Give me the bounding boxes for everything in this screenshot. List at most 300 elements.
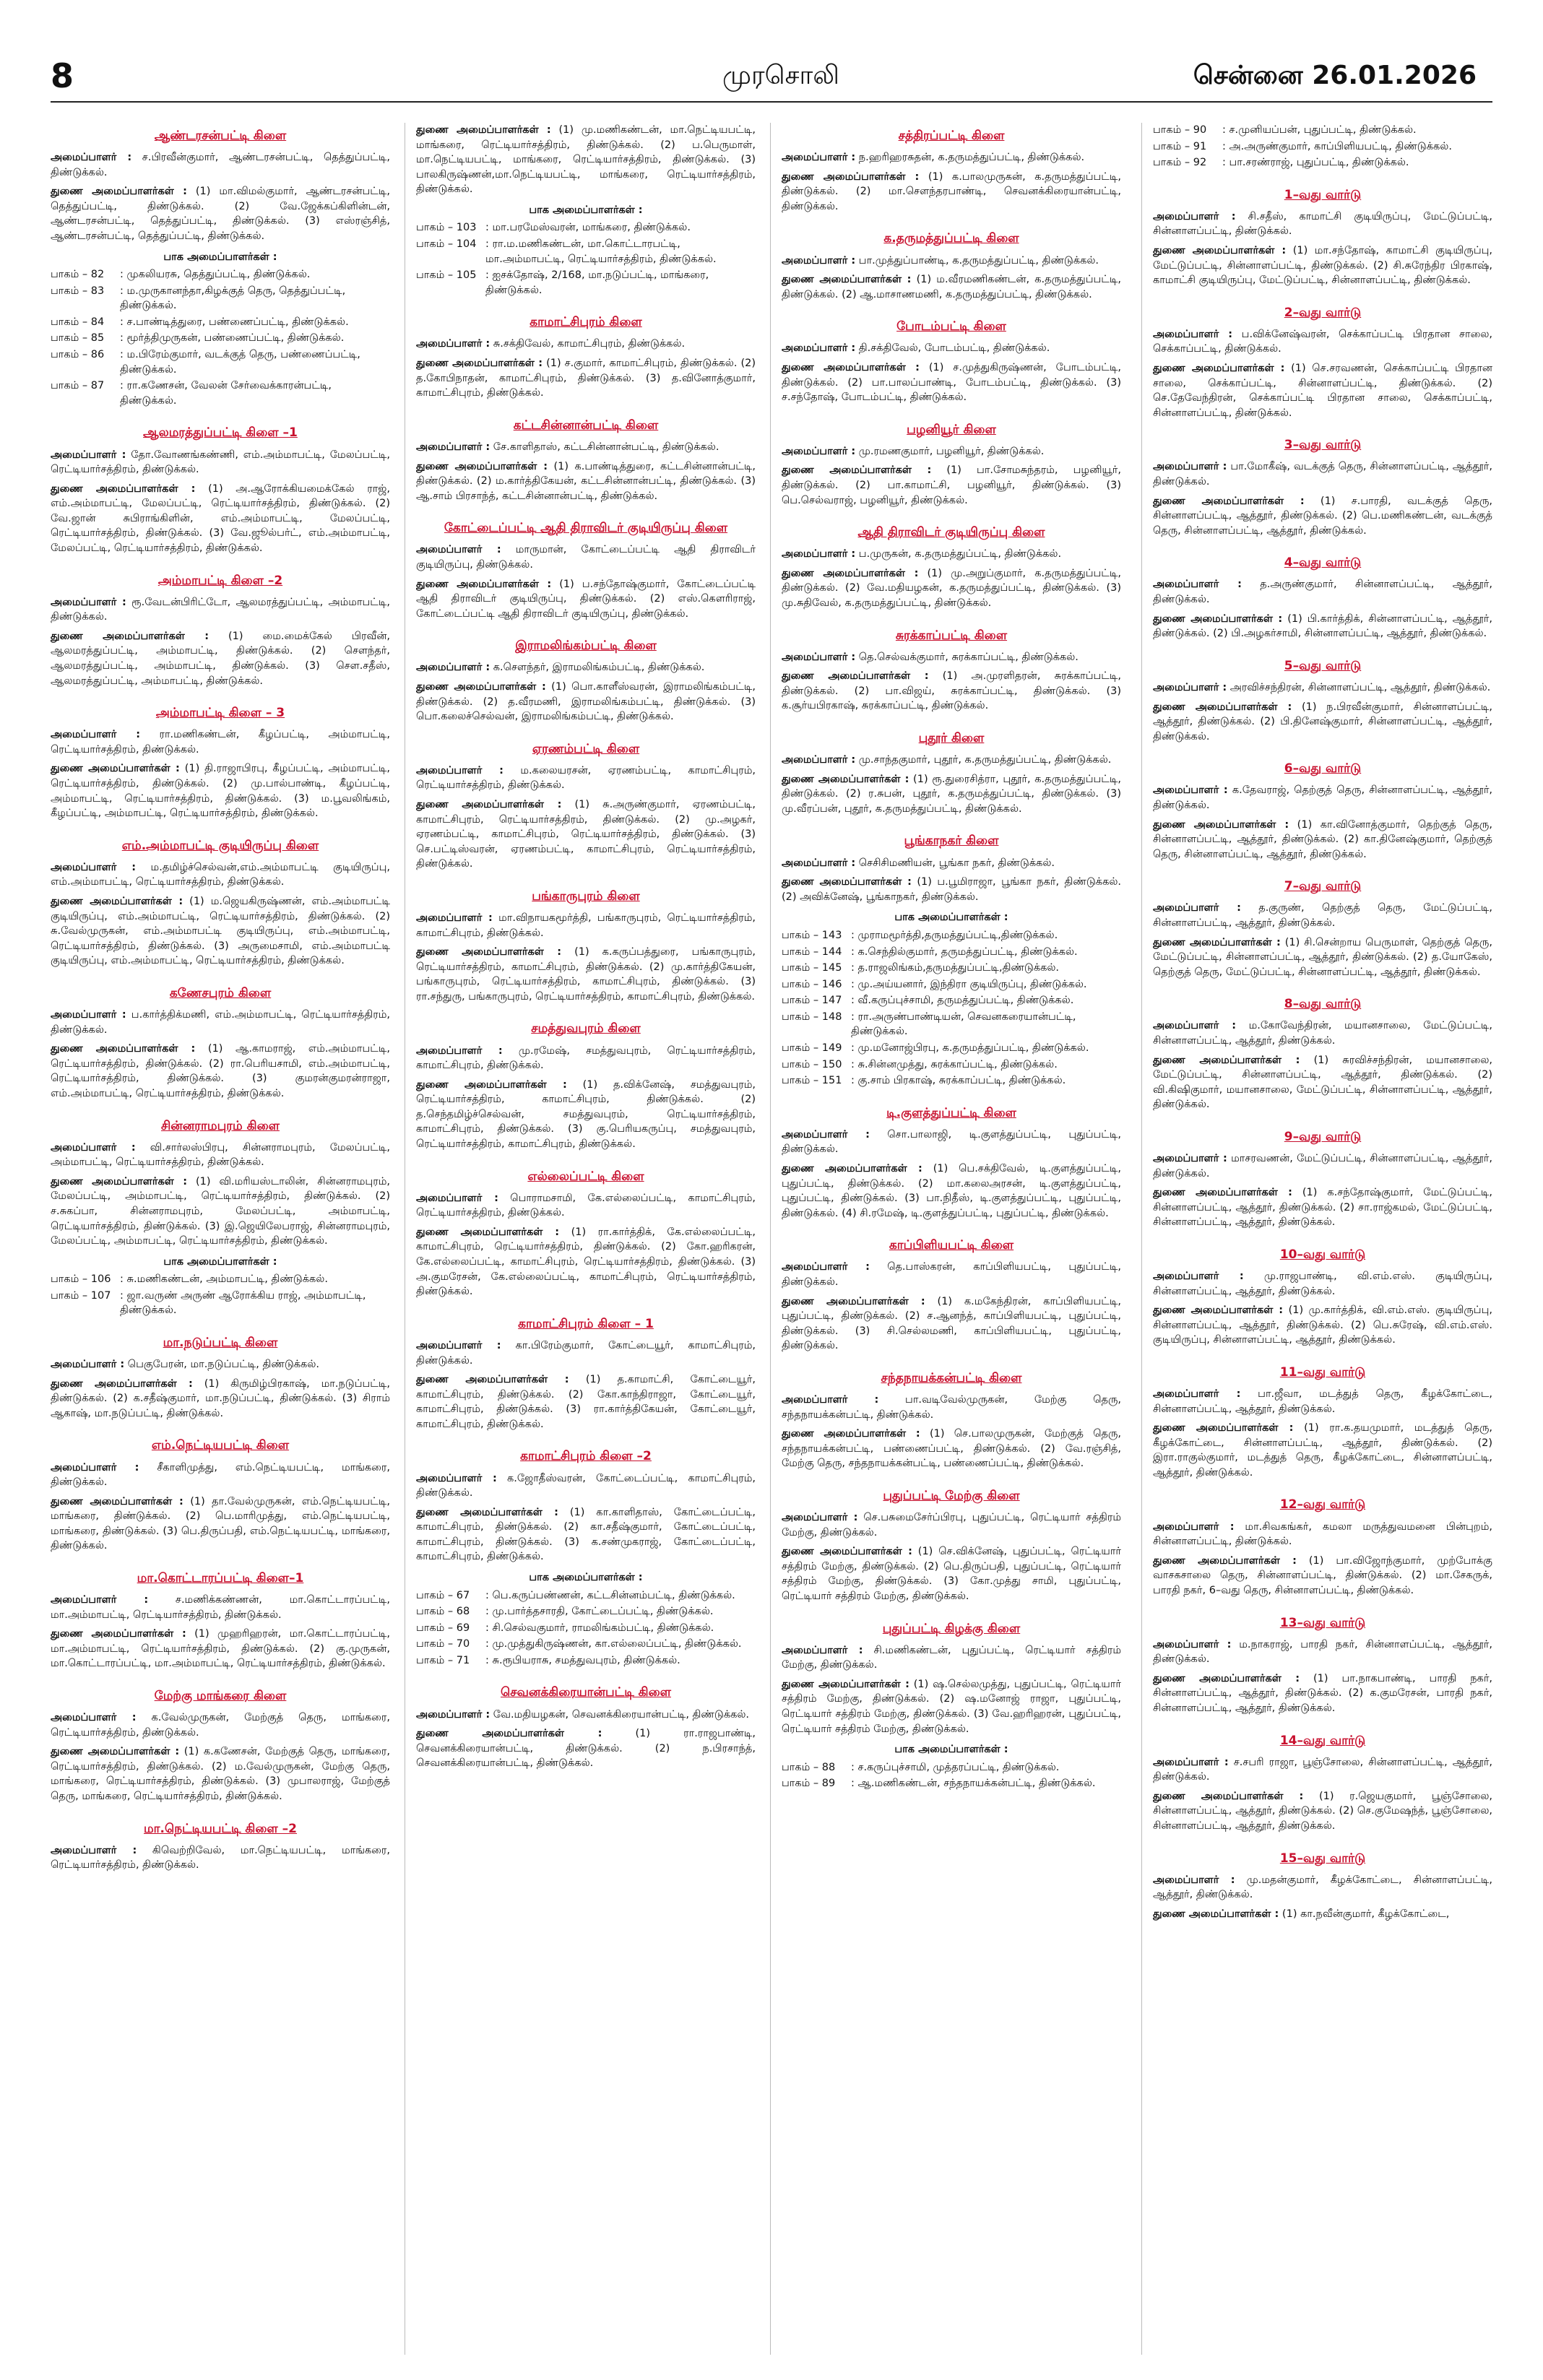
booth-member: : மு.அய்யனார், இந்திரா குடியிருப்பு, திண்டுக்கல். bbox=[851, 978, 1087, 990]
booth-member: : ரா.கணேசன், வேலன் சேர்வைக்காரன்பட்டி, திண்டுக்கல். bbox=[120, 380, 332, 407]
booth-member: : பெ.கருப்பண்ணன், கட்டசின்னம்பட்டி, திண்டுக்கல். bbox=[485, 1589, 735, 1601]
role-label: துணை அமைப்பாளர்கள் : bbox=[51, 1746, 180, 1758]
booth-number: பாகம் – 83 bbox=[51, 285, 105, 297]
booth-row bbox=[51, 315, 390, 330]
member-entry bbox=[51, 1174, 390, 1249]
role-label: துணை அமைப்பாளர்கள் : bbox=[416, 578, 552, 590]
booth-row bbox=[782, 1041, 1121, 1056]
member-details: ப.கார்த்திக்மணி, எம்.அம்மாபட்டி, ரெட்டியார்சத்திரம், திண்டுக்கல். bbox=[51, 1009, 390, 1036]
section-title: 14–வது வார்டு bbox=[1279, 1733, 1366, 1748]
role-label: அமைப்பாளர் : bbox=[1153, 328, 1233, 340]
role-label: அமைப்பாளர் : bbox=[416, 1339, 501, 1351]
role-label: அமைப்பாளர் : bbox=[782, 342, 856, 355]
role-label: துணை அமைப்பாளர்கள் : bbox=[1153, 818, 1289, 831]
member-entry bbox=[416, 1044, 756, 1073]
member-details: (1) க.கணேசன், மேற்குத் தெரு, மாங்கரை, ரெட்டியார்சத்திரம், திண்டுக்கல். (2) ம.வேல்முருகன், மேற்கு தெரு, மாங்கரை, ரெட்டியார்சத்திரம், திண்டுக்கல். (3) முபாலராஜ், மேற்குத் தெரு, மாங்கரை, ரெட்டியார்சத்திரம், திண்டுக்கல். bbox=[51, 1746, 390, 1803]
member-details: (1) ஆ.காமராஜ், எம்.அம்மாபட்டி, ரெட்டியார்சத்திரம், திண்டுக்கல். (2) ரா.பெரியசாமி, எம்.அம்மாபட்டி, ரெட்டியார்சத்திரம், திண்டுக்கல். (3) குமரன்குமரன்ராஜா, எம்.அம்மாபட்டி, ரெட்டியார்சத்திரம், திண்டுக்கல். bbox=[51, 1043, 390, 1099]
member-details: (1) ப.பூமிராஜா, பூங்கா நகர், திண்டுக்கல். (2) அவிக்னேஷ், பூங்காநகர், திண்டுக்கல். bbox=[782, 876, 1121, 903]
member-entry bbox=[416, 356, 756, 401]
section-title: மா.நடுப்பட்டி கிளை bbox=[163, 1335, 278, 1350]
member-details: (1) பா.சோமசுந்தரம், பழனியூர், திண்டுக்கல். (2) பா.காமாட்சி, பழனியூர், திண்டுக்கல். (3) பெ.செல்வராஜ், பழனியூர், திண்டுக்கல். bbox=[782, 464, 1121, 506]
member-details: மு.ரமேஷ், சமத்துவபுரம், ரெட்டியார்சத்திரம், காமாட்சிபுரம், திண்டுக்கல். bbox=[416, 1044, 756, 1072]
booth-member: : க.செந்தில்குமார், தருமத்துப்பட்டி, திண்டுக்கல். bbox=[851, 945, 1078, 958]
role-label: அமைப்பாளர் : bbox=[1153, 1520, 1235, 1533]
role-label: அமைப்பாளர் : bbox=[1153, 1388, 1241, 1401]
member-entry bbox=[782, 170, 1121, 215]
member-details: (1) மா.விமல்குமார், ஆண்டரசன்பட்டி, தெத்துப்பட்டி, திண்டுக்கல். (2) வே.ஜேக்கப்கிளின்டன், ஆண்டரசன்பட்டி, தெத்துப்பட்டி, திண்டுக்கல். (3) எஸ்ரஞ்சித், ஆண்டரசன்பட்டி, தெத்துப்பட்டி, திண்டுக்கல். bbox=[51, 186, 390, 243]
member-entry bbox=[51, 1357, 390, 1372]
member-details: ப.விக்னேஷ்வரன், செக்காப்பட்டி பிரதான சாலை, செக்காப்பட்டி, திண்டுக்கல். bbox=[1153, 328, 1492, 355]
section-title: 4–வது வார்டு bbox=[1284, 555, 1362, 571]
section-title: போடம்பட்டி கிளை bbox=[896, 319, 1006, 334]
member-entry bbox=[782, 1260, 1121, 1289]
member-details: (1) ரா.ராஜபாண்டி, செவனக்கிரையான்பட்டி, திண்டுக்கல். (2) ந.பிரசாந்த், செவனக்கிரையான்பட்டி, திண்டுக்கல். bbox=[416, 1728, 756, 1770]
booth-row bbox=[51, 1272, 390, 1287]
member-entry bbox=[1153, 327, 1492, 357]
member-entry bbox=[51, 184, 390, 243]
member-entry bbox=[782, 1393, 1121, 1422]
role-label: துணை அமைப்பாளர்கள் : bbox=[782, 170, 920, 183]
booth-number: பாகம் – 92 bbox=[1153, 157, 1207, 169]
member-entry bbox=[416, 1338, 756, 1368]
member-details: மு.ராஜபாண்டி, வி.எம்.எஸ். குடியிருப்பு, சின்னாளப்பட்டி, ஆத்தூர், திண்டுக்கல். bbox=[1153, 1271, 1492, 1297]
booth-number: பாகம் – 67 bbox=[416, 1589, 470, 1601]
member-details: (1) த.விக்னேஷ், சமத்துவபுரம், ரெட்டியார்சத்திரம், காமாட்சிபுரம், திண்டுக்கல். (2) த.செந்தமிழ்ச்செல்வன், சமத்துவபுரம், ரெட்டியார்சத்திரம், காமாட்சிபுரம், திண்டுக்கல். (3) கு.பெரியகருப்பு, சமத்துவபுரம், ரெட்டியார்சத்திரம், காமாட்சிபுரம், திண்டுக்கல். bbox=[416, 1078, 756, 1151]
member-entry bbox=[782, 360, 1121, 405]
member-details: க.வேல்முருகன், மேற்குத் தெரு, மாங்கரை, ரெட்டியார்சத்திரம், திண்டுக்கல். bbox=[51, 1712, 390, 1739]
member-details: வி.சார்லஸ்பிரபு, சின்னராமபுரம், மேலப்பட்டி, அம்மாபட்டி, ரெட்டியார்சத்திரம், திண்டுக்கல். bbox=[51, 1141, 390, 1169]
section-title: பங்காருபுரம் கிளை bbox=[532, 888, 640, 904]
role-label: அமைப்பாளர் : bbox=[782, 445, 856, 457]
section-title: சந்தநாயக்கன்பட்டி கிளை bbox=[881, 1370, 1022, 1385]
role-label: துணை அமைப்பாளர்கள் : bbox=[1153, 613, 1283, 625]
member-entry bbox=[51, 1494, 390, 1554]
booth-row bbox=[51, 347, 390, 377]
role-label: அமைப்பாளர் : bbox=[1153, 902, 1241, 914]
booth-row bbox=[1153, 155, 1492, 170]
role-label: துணை அமைப்பாளர்கள் : bbox=[416, 460, 548, 472]
member-entry bbox=[1153, 612, 1492, 641]
member-entry bbox=[416, 660, 756, 675]
booth-row bbox=[782, 928, 1121, 943]
member-details: (1) கா.வினோத்குமார், தெற்குத் தெரு, சின்னாளப்பட்டி, ஆத்தூர், திண்டுக்கல். (2) கா.தினேஷ்குமார், தெற்குத் தெரு, சின்னாளப்பட்டி, ஆத்தூர், திண்டுக்கல். bbox=[1153, 818, 1492, 860]
member-details: (1) ரூ.துரைசித்ரா, புதூர், க.தருமத்துப்பட்டி, திண்டுக்கல். (2) ர.சுபன், புதூர், க.தருமத்துப்பட்டி, திண்டுக்கல். (3) மு.வீரப்பன், புதூர், க.தருமத்துப்பட்டி, திண்டுக்கல். bbox=[782, 773, 1121, 815]
member-details: ம.கோவேந்திரன், மயானசாலை, மேட்டுப்பட்டி, சின்னாளப்பட்டி, ஆத்தூர், திண்டுக்கல். bbox=[1153, 1020, 1492, 1047]
booth-member: : பா.சரண்ராஜ், புதுப்பட்டி, திண்டுக்கல். bbox=[1222, 157, 1409, 169]
booth-member: : சு.ரூபியராசு, சமத்துவபுரம், திண்டுக்கல். bbox=[485, 1654, 680, 1666]
member-details: (1) மு.அறுப்குமார், க.தருமத்துப்பட்டி, திண்டுக்கல். (2) வே.மதியழகன், க.தருமத்துப்பட்டி, திண்டுக்கல். (3) மு.சுதிவேல், க.தருமத்துப்பட்டி, திண்டுக்கல். bbox=[782, 567, 1121, 610]
member-entry bbox=[782, 1544, 1121, 1604]
section-title: எம்.அம்மாபட்டி குடியிருப்பு கிளை bbox=[121, 838, 319, 853]
member-entry bbox=[416, 542, 756, 572]
member-entry bbox=[51, 629, 390, 688]
member-entry bbox=[416, 1726, 756, 1771]
booth-member: : கு.சாம் பிரகாஷ், சுரக்காப்பட்டி, திண்டுக்கல். bbox=[851, 1075, 1066, 1087]
member-details: (1) கா.காளிதாஸ், கோட்டைப்பட்டி, காமாட்சிபுரம், திண்டுக்கல். (2) கா.சதீஷ்குமார், கோட்டைப்பட்டி, காமாட்சிபுரம், திண்டுக்கல். (3) க.சண்முகராஜ், கோட்டைப்பட்டி, காமாட்சிபுரம், திண்டுக்கல். bbox=[416, 1506, 756, 1563]
role-label: அமைப்பாளர் : bbox=[51, 1712, 137, 1724]
booth-number: பாகம் – 68 bbox=[416, 1606, 470, 1618]
booth-number: பாகம் – 82 bbox=[51, 269, 105, 281]
member-details: த.குருண், தெற்குத் தெரு, மேட்டுப்பட்டி, சின்னாளப்பட்டி, ஆத்தூர், திண்டுக்கல். bbox=[1153, 902, 1492, 929]
role-label: துணை அமைப்பாளர்கள் : bbox=[416, 1226, 560, 1238]
member-details: ந.ஹரிஹரசுதன், க.தருமத்துப்பட்டி, திண்டுக்கல். bbox=[855, 152, 1085, 164]
member-entry bbox=[782, 772, 1121, 817]
member-details: ரா.மணிகண்டன், கீழப்பட்டி, அம்மாபட்டி, ரெட்டியார்சத்திரம், திண்டுக்கல். bbox=[51, 729, 390, 756]
booth-row bbox=[416, 268, 756, 298]
section-title: எல்லைப்பட்டி கிளை bbox=[527, 1169, 644, 1184]
member-entry bbox=[1153, 1151, 1492, 1181]
role-label: துணை அமைப்பாளர்கள் : bbox=[416, 1078, 567, 1091]
section-title: 11–வது வார்டு bbox=[1279, 1364, 1366, 1380]
member-entry bbox=[416, 337, 756, 352]
member-entry bbox=[1153, 1018, 1492, 1048]
role-label: அமைப்பாளர் : bbox=[782, 857, 856, 869]
booth-member: : ஆ.மணிகண்டன், சந்தநாயக்கன்பட்டி, திண்டுக்கல். bbox=[851, 1778, 1096, 1790]
member-details: ப.முருகன், க.தருமத்துப்பட்டி, திண்டுக்கல். bbox=[855, 548, 1062, 561]
booth-subheading: பாக அமைப்பாளர்கள் : bbox=[894, 912, 1008, 924]
section-title: மேற்கு மாங்கரை கிளை bbox=[154, 1689, 287, 1704]
role-label: அமைப்பாளர் : bbox=[1153, 579, 1242, 591]
member-entry bbox=[782, 1427, 1121, 1471]
booth-member: : சு.மணிகண்டன், அம்மாபட்டி, திண்டுக்கல். bbox=[120, 1273, 328, 1286]
member-entry bbox=[51, 1710, 390, 1740]
section-title: 13–வது வார்டு bbox=[1279, 1615, 1366, 1630]
booth-number: பாகம் – 88 bbox=[782, 1761, 836, 1773]
role-label: துணை அமைப்பாளர்கள் : bbox=[782, 1546, 912, 1558]
member-details: தெ.செல்வக்குமார், சுரக்காப்பட்டி, திண்டுக்கல். bbox=[855, 651, 1079, 663]
booth-number: பாகம் – 149 bbox=[782, 1042, 842, 1054]
member-entry bbox=[1153, 1554, 1492, 1598]
section-title: ஆண்டரசன்பட்டி கிளை bbox=[154, 129, 287, 143]
section-title: எம்.நெட்டியபட்டி கிளை bbox=[151, 1438, 290, 1453]
booth-number: பாகம் – 91 bbox=[1153, 140, 1207, 152]
member-entry bbox=[1153, 1637, 1492, 1667]
section-title: 12–வது வார்டு bbox=[1279, 1497, 1366, 1513]
section-title: காமாட்சிபுரம் கிளை – 1 bbox=[518, 1316, 654, 1331]
booth-number: பாகம் – 146 bbox=[782, 978, 842, 990]
role-label: அமைப்பாளர் : bbox=[51, 596, 126, 608]
member-details: செ.பசுமைசேர்ப்பிரபு, புதுப்பட்டி, ரெட்டியார் சத்திரம் மேற்கு, திண்டுக்கல். bbox=[782, 1512, 1121, 1539]
role-label: துணை அமைப்பாளர்கள் : bbox=[782, 1678, 909, 1690]
role-label: அமைப்பாளர் : bbox=[782, 1512, 858, 1524]
member-entry bbox=[1153, 700, 1492, 745]
booth-number: பாகம் – 70 bbox=[416, 1638, 470, 1650]
newspaper-title: முரசொலி bbox=[722, 61, 839, 90]
role-label: துணை அமைப்பாளர்கள் : bbox=[1153, 1672, 1300, 1684]
member-entry bbox=[782, 444, 1121, 459]
role-label: துணை அமைப்பாளர்கள் : bbox=[51, 1377, 193, 1390]
member-entry bbox=[782, 1128, 1121, 1157]
member-entry bbox=[782, 1161, 1121, 1221]
role-label: துணை அமைப்பாளர்கள் : bbox=[782, 362, 920, 373]
role-label: அமைப்பாளர் : bbox=[1153, 1152, 1227, 1164]
role-label: துணை அமைப்பாளர்கள் : bbox=[51, 1175, 188, 1187]
member-entry bbox=[51, 448, 390, 477]
member-entry bbox=[51, 1008, 390, 1037]
booth-member: : சி.செல்வகுமார், ராமலிங்கம்பட்டி, திண்டுக்கல். bbox=[485, 1622, 714, 1634]
role-label: துணை அமைப்பாளர்கள் : bbox=[416, 680, 546, 693]
member-entry bbox=[1153, 1269, 1492, 1299]
booth-number: பாகம் – 145 bbox=[782, 962, 842, 974]
role-label: அமைப்பாளர் : bbox=[782, 1128, 870, 1141]
member-entry bbox=[782, 650, 1121, 665]
member-entry bbox=[1153, 901, 1492, 930]
member-entry bbox=[51, 595, 390, 625]
member-details: கா.பிரேம்குமார், கோட்டையூர், காமாட்சிபுரம், திண்டுக்கல். bbox=[416, 1339, 756, 1367]
member-entry bbox=[416, 1372, 756, 1432]
section-title: டி.குளத்துப்பட்டி கிளை bbox=[886, 1105, 1016, 1120]
member-entry bbox=[782, 1294, 1121, 1354]
member-details: தெ.பாஸ்கரன், காப்பிளியபட்டி, புதுப்பட்டி, திண்டுக்கல். bbox=[782, 1261, 1121, 1288]
member-entry bbox=[1153, 361, 1492, 420]
booth-number: பாகம் – 107 bbox=[51, 1289, 111, 1302]
member-entry bbox=[782, 856, 1121, 871]
booth-number: பாகம் – 147 bbox=[782, 995, 842, 1007]
role-label: அமைப்பாளர் : bbox=[782, 1394, 879, 1406]
member-entry bbox=[782, 272, 1121, 302]
section-title: க.தருமத்துப்பட்டி கிளை bbox=[883, 231, 1019, 246]
role-label: துணை அமைப்பாளர்கள் : bbox=[51, 630, 209, 642]
member-details: (1) மு.கார்த்திக், வி.எம்.எஸ். குடியிருப்பு, சின்னாளப்பட்டி, ஆத்தூர், திண்டுக்கல். (2) பெ.சுரேஷ், வி.எம்.எஸ். குடியிருப்பு, சின்னாளப்பட்டி, ஆத்தூர், திண்டுக்கல். bbox=[1153, 1304, 1492, 1346]
section-title: 8–வது வார்டு bbox=[1284, 997, 1362, 1012]
member-details: சொ.பாலாஜி, டி.குளத்துப்பட்டி, புதுப்பட்டி, திண்டுக்கல். bbox=[782, 1128, 1121, 1156]
role-label: துணை அமைப்பாளர்கள் : bbox=[782, 773, 909, 785]
role-label: அமைப்பாளர் : bbox=[51, 1461, 139, 1474]
member-details: (1) க.கருப்பத்துரை, பங்காருபுரம், ரெட்டியார்சத்திரம், காமாட்சிபுரம், திண்டுக்கல். (2) மு.கார்த்திகேயன், பங்காருபுரம், ரெட்டியார்சத்திரம், காமாட்சிபுரம், திண்டுக்கல். (3) ரா.சந்துரு, பங்காருபுரம், ரெட்டியார்சத்திரம், காமாட்சிபுரம், திண்டுக்கல். bbox=[416, 946, 756, 1003]
role-label: துணை அமைப்பாளர்கள் : bbox=[416, 1728, 602, 1740]
member-entry bbox=[1153, 1185, 1492, 1230]
booth-row bbox=[782, 1010, 1121, 1039]
member-details: வே.மதியழகன், செவனக்கிரையான்பட்டி, திண்டுக்கல். bbox=[490, 1708, 750, 1721]
booth-member: : மா.பரமேஸ்வரன், மாங்கரை, திண்டுக்கல். bbox=[485, 222, 691, 234]
booth-number: பாகம் – 143 bbox=[782, 929, 842, 941]
role-label: துணை அமைப்பாளர்கள் : bbox=[1153, 1187, 1292, 1199]
member-details: (1) க.பாண்டித்துரை, கட்டசின்னான்பட்டி, திண்டுக்கல். (2) ம.கார்த்திகேயன், கட்டசின்னான்பட்டி, திண்டுக்கல். (3) ஆ.சாம் பிரசாந்த், கட்டசின்னான்பட்டி, திண்டுக்கல். bbox=[416, 460, 756, 502]
section-title: கட்டசின்னான்பட்டி கிளை bbox=[513, 417, 659, 433]
member-details: (1) பொ.காளீஸ்வரன், இராமலிங்கம்பட்டி, திண்டுக்கல். (2) த.வீரமணி, இராமலிங்கம்பட்டி, திண்டுக்கல். (3) பொ.கலைச்செல்வன், இராமலிங்கம்பட்டி, திண்டுக்கல். bbox=[416, 680, 756, 723]
section-title: அம்மாபட்டி கிளை –2 bbox=[157, 573, 283, 588]
member-details: மா.விநாயகமூர்த்தி, பங்காருபுரம், ரெட்டியார்சத்திரம், காமாட்சிபுரம், திண்டுக்கல். bbox=[416, 912, 756, 939]
member-details: (1) க.சந்தோஷ்குமார், மேட்டுப்பட்டி, சின்னாளப்பட்டி, ஆத்தூர், திண்டுக்கல். (2) சா.ராஜ்கமல், மேட்டுப்பட்டி, சின்னாளப்பட்டி, ஆத்தூர், திண்டுக்கல். bbox=[1153, 1187, 1492, 1229]
member-details: (1) அ.ஆரோக்கியமைக்கேல் ராஜ், எம்.அம்மாபட்டி, மேலப்பட்டி, ரெட்டியார்சத்திரம், திண்டுக்கல். (2) வே.ஜான் சுபிராங்கிளின், எம்.அம்மாபட்டி, மேலப்பட்டி, ரெட்டியார்சத்திரம், திண்டுக்கல். (3) வே.ஜூல்பர்ட், எம்.அம்மாபட்டி, மேலப்பட்டி, ரெட்டியார்சத்திரம், திண்டுக்கல். bbox=[51, 483, 390, 554]
role-label: அமைப்பாளர் : bbox=[51, 861, 137, 873]
member-details: (1) ச.முத்துகிருஷ்ணன், போடம்பட்டி, திண்டுக்கல். (2) பா.பாலப்பாண்டி, போடம்பட்டி, திண்டுக்கல். (3) ச.சந்தோஷ், போடம்பட்டி, திண்டுக்கல். bbox=[782, 362, 1121, 404]
role-label: அமைப்பாளர் : bbox=[51, 1594, 149, 1606]
role-label: துணை அமைப்பாளர்கள் : bbox=[416, 946, 562, 959]
section-title: பூங்காநகர் கிளை bbox=[904, 834, 999, 849]
role-label: துணை அமைப்பாளர்கள் : bbox=[416, 1374, 569, 1386]
role-label: அமைப்பாளர் : bbox=[51, 1009, 126, 1021]
role-label: அமைப்பாளர் : bbox=[416, 764, 503, 776]
role-label: துணை அமைப்பாளர்கள் : bbox=[51, 1043, 196, 1055]
role-label: அமைப்பாளர் : bbox=[782, 152, 856, 164]
member-entry bbox=[416, 911, 756, 940]
booth-subheading: பாக அமைப்பாளர்கள் : bbox=[163, 251, 277, 263]
member-entry bbox=[416, 459, 756, 504]
header-rule bbox=[51, 101, 1492, 103]
member-details: (1) பெ.சக்திவேல், டி.குளத்துப்பட்டி, புதுப்பட்டி, திண்டுக்கல். (2) மா.கலைஅரசன், டி.குளத்துப்பட்டி, புதுப்பட்டி, திண்டுக்கல். (3) பா.நிதீஸ், டி.குளத்துப்பட்டி, புதுப்பட்டி, திண்டுக்கல். (4) சி.ரமேஷ், டி.குளத்துப்பட்டி, புதுப்பட்டி, திண்டுக்கல். bbox=[782, 1162, 1121, 1219]
role-label: அமைப்பாளர் : bbox=[416, 338, 490, 350]
member-entry bbox=[782, 566, 1121, 611]
role-label: அமைப்பாளர் : bbox=[51, 1359, 125, 1371]
role-label: துணை அமைப்பாளர்கள் : bbox=[1153, 1554, 1297, 1567]
member-details: ம.கலையரசன், ஏரணம்பட்டி, காமாட்சிபுரம், ரெட்டியார்சத்திரம், திண்டுக்கல். bbox=[416, 764, 756, 792]
role-label: துணை அமைப்பாளர்கள் : bbox=[782, 274, 912, 286]
role-label: அமைப்பாளர் : bbox=[51, 1844, 137, 1856]
member-entry bbox=[1153, 1873, 1492, 1903]
booth-row bbox=[416, 1621, 756, 1636]
member-details: (1) மை.மைக்கேல் பிரவீன், ஆலமரத்துப்பட்டி, அம்மாபட்டி, திண்டுக்கல். (2) சௌந்தர், ஆலமரத்துப்பட்டி, அம்மாபட்டி, திண்டுக்கல். (3) சௌ.சதீஸ், ஆலமரத்துப்பட்டி, அம்மாபட்டி, திண்டுக்கல். bbox=[51, 630, 390, 687]
member-entry bbox=[51, 1042, 390, 1101]
section-title: காப்பிளியபட்டி கிளை bbox=[889, 1238, 1014, 1253]
member-entry bbox=[416, 763, 756, 793]
role-label: அமைப்பாளர் : bbox=[416, 1044, 503, 1057]
member-entry bbox=[416, 1471, 756, 1501]
member-entry bbox=[782, 150, 1121, 165]
member-details: (1) ப.சந்தோஷ்குமார், கோட்டைப்பட்டி ஆதி திராவிடர் குடியிருப்பு, திண்டுக்கல். (2) எஸ்.கௌரிராஜ், கோட்டைப்பட்டி ஆதி திராவிடர் குடியிருப்பு, திண்டுக்கல். bbox=[416, 578, 756, 620]
member-entry bbox=[1153, 209, 1492, 239]
role-label: அமைப்பாளர் : bbox=[416, 1192, 498, 1204]
role-label: துணை அமைப்பாளர்கள் : bbox=[782, 670, 929, 683]
member-details: (1) பி.கார்த்திக், சின்னாளப்பட்டி, ஆத்தூர், திண்டுக்கல். (2) பி.அழகர்சாமி, சின்னாளப்பட்டி, ஆத்தூர், திண்டுக்கல். bbox=[1153, 613, 1492, 640]
member-entry bbox=[1153, 1671, 1492, 1716]
section-title: கணேசபுரம் கிளை bbox=[169, 985, 272, 1000]
booth-row bbox=[782, 1073, 1121, 1089]
booth-number: பாகம் – 85 bbox=[51, 332, 105, 345]
booth-row bbox=[782, 993, 1121, 1008]
booth-row bbox=[416, 1653, 756, 1669]
booth-number: பாகம் – 86 bbox=[51, 349, 105, 361]
booth-member: : ரா.அருண்பாண்டியன், செவனகரையான்பட்டி, திண்டுக்கல். bbox=[851, 1011, 1076, 1038]
booth-row bbox=[1153, 123, 1492, 138]
member-entry bbox=[782, 1677, 1121, 1736]
role-label: அமைப்பாளர் : bbox=[1153, 1271, 1244, 1282]
role-label: அமைப்பாளர் : bbox=[1153, 784, 1228, 797]
booth-member: : மூர்த்திமுருகன், பண்ணைப்பட்டி, திண்டுக்கல். bbox=[120, 332, 345, 345]
role-label: அமைப்பாளர் : bbox=[782, 548, 856, 561]
member-details: மாசரவணன், மேட்டுப்பட்டி, சின்னாளப்பட்டி, ஆத்தூர், திண்டுக்கல். bbox=[1153, 1152, 1492, 1180]
booth-row bbox=[416, 1604, 756, 1619]
booth-member: : முராமமூர்த்தி,தருமத்துப்பட்டி,திண்டுக்கல். bbox=[851, 929, 1058, 941]
booth-number: பாகம் – 148 bbox=[782, 1011, 842, 1023]
member-entry bbox=[416, 123, 756, 197]
section-title: புதுப்பட்டி மேற்கு கிளை bbox=[883, 1488, 1020, 1503]
member-entry bbox=[1153, 680, 1492, 696]
member-entry bbox=[51, 894, 390, 969]
section-title: சமத்துவபுரம் கிளை bbox=[531, 1021, 641, 1037]
booth-row bbox=[782, 1057, 1121, 1073]
member-entry bbox=[1153, 577, 1492, 607]
member-details: (1) ம.வீரமணிகண்டன், க.தருமத்துப்பட்டி, திண்டுக்கல். (2) ஆ.மாசாணமணி, க.தருமத்துப்பட்டி, திண்டுக்கல். bbox=[782, 274, 1121, 300]
member-details: பா.ஜீவா, மடத்துத் தெரு, கீழக்கோட்டை, சின்னாளப்பட்டி, ஆத்தூர், திண்டுக்கல். bbox=[1153, 1388, 1492, 1415]
section-title: 2–வது வார்டு bbox=[1284, 305, 1362, 320]
role-label: துணை அமைப்பாளர்கள் : bbox=[782, 1295, 925, 1307]
booth-number: பாகம் – 105 bbox=[416, 269, 477, 282]
role-label: துணை அமைப்பாளர்கள் : bbox=[1153, 245, 1287, 257]
booth-row bbox=[51, 378, 390, 408]
booth-row bbox=[416, 237, 756, 267]
column-1 bbox=[51, 123, 390, 2362]
member-entry bbox=[51, 1627, 390, 1671]
member-entry bbox=[416, 1225, 756, 1299]
member-details: மு.ரமணகுமார், பழனியூர், திண்டுக்கல். bbox=[855, 445, 1045, 457]
member-details: (1) ர.ஜெயகுமார், பூஞ்சோலை, சின்னாளப்பட்டி, ஆத்தூர், திண்டுக்கல். (2) செ.குமேஷந்த், பூஞ்சோலை, சின்னாளப்பட்டி, ஆத்தூர், திண்டுக்கல். bbox=[1153, 1790, 1492, 1832]
booth-row bbox=[51, 1289, 390, 1318]
section-title: 6–வது வார்டு bbox=[1284, 761, 1362, 776]
role-label: துணை அமைப்பாளர்கள் : bbox=[416, 358, 543, 370]
member-entry bbox=[782, 463, 1121, 508]
member-details: சே.காளிதாஸ், கட்டசின்னான்பட்டி, திண்டுக்கல். bbox=[490, 441, 719, 453]
role-label: துணை அமைப்பாளர்கள் : bbox=[1153, 1908, 1279, 1920]
member-entry bbox=[782, 341, 1121, 356]
member-entry bbox=[1153, 1755, 1492, 1785]
column-3 bbox=[782, 123, 1121, 2362]
member-entry bbox=[51, 761, 390, 821]
role-label: துணை அமைப்பாளர்கள் : bbox=[1153, 1054, 1300, 1066]
booth-number: பாகம் – 151 bbox=[782, 1075, 842, 1087]
member-details: (1) ம.ஜெயகிருஷ்ணன், எம்.அம்மாபட்டி குடியிருப்பு, எம்.அம்மாபட்டி, ரெட்டியார்சத்திரம், திண்டுக்கல். (2) சு.வேல்முருகன், எம்.அம்மாபட்டி குடியிருப்பு, எம்.அம்மாபட்டி, ரெட்டியார்சத்திரம், திண்டுக்கல். (3) அருமைசாமி, எம்.அம்மாபட்டி குடியிருப்பு, எம்.அம்மாபட்டி, ரெட்டியார்சத்திரம், திண்டுக்கல். bbox=[51, 896, 390, 967]
member-details: மு.மதன்குமார், கீழக்கோட்டை, சின்னாளப்பட்டி, ஆத்தூர், திண்டுக்கல். bbox=[1153, 1874, 1492, 1901]
booth-member: : ச.கருப்புச்சாமி, முத்தரப்பட்டி, திண்டுக்கல். bbox=[851, 1761, 1060, 1773]
booth-row bbox=[1153, 139, 1492, 155]
role-label: அமைப்பாளர் : bbox=[416, 1472, 497, 1484]
member-entry bbox=[416, 680, 756, 724]
section-title: 15–வது வார்டு bbox=[1279, 1851, 1366, 1866]
member-entry bbox=[51, 1744, 390, 1804]
role-label: அமைப்பாளர் : bbox=[1153, 210, 1236, 222]
member-details: ச.மணிக்கண்ணன், மா.கொட்டாரப்பட்டி, மா.அம்மாபட்டி, ரெட்டியார்சத்திரம், திண்டுக்கல். bbox=[51, 1594, 390, 1621]
role-label: அமைப்பாளர் : bbox=[782, 1261, 870, 1273]
member-details: (1) தி.ராஜாபிரபு, கீழப்பட்டி, அம்மாபட்டி, ரெட்டியார்சத்திரம், திண்டுக்கல். (2) மு.பால்பாண்டி, கீழப்பட்டி, அம்மாபட்டி, ரெட்டியார்சத்திரம், திண்டுக்கல். (3) ம.பூவலிங்கம், கீழப்பட்டி, அம்மாபட்டி, ரெட்டியார்சத்திரம், திண்டுக்கல். bbox=[51, 763, 390, 820]
member-entry bbox=[782, 547, 1121, 562]
member-entry bbox=[51, 1843, 390, 1873]
booth-subheading: பாக அமைப்பாளர்கள் : bbox=[529, 1571, 643, 1583]
role-label: துணை அமைப்பாளர்கள் : bbox=[1153, 495, 1305, 507]
section-title: 3–வது வார்டு bbox=[1284, 438, 1362, 453]
member-entry bbox=[416, 797, 756, 872]
role-label: அமைப்பாளர் : bbox=[1153, 1756, 1229, 1768]
member-entry bbox=[1153, 1303, 1492, 1348]
member-details: சி.மணிகண்டன், புதுப்பட்டி, ரெட்டியார் சத்திரம் மேற்கு, திண்டுக்கல். bbox=[782, 1644, 1121, 1671]
role-label: துணை அமைப்பாளர்கள் : bbox=[51, 763, 180, 775]
member-entry bbox=[1153, 783, 1492, 813]
member-entry bbox=[1153, 1520, 1492, 1549]
role-label: அமைப்பாளர் : bbox=[1153, 1638, 1232, 1650]
booth-member: : ஜா.வருண் அருண் ஆரோக்கிய ராஜ், அம்மாபட்டி, திண்டுக்கல். bbox=[120, 1289, 366, 1317]
section-title: புதுப்பட்டி கிழக்கு கிளை bbox=[882, 1621, 1021, 1636]
section-title: ஆலமரத்துப்பட்டி கிளை –1 bbox=[143, 425, 298, 441]
member-details: ம.தமிழ்ச்செல்வன்,எம்.அம்மாபட்டி குடியிருப்பு, எம்.அம்மாபட்டி, ரெட்டியார்சத்திரம், திண்டுக்கல். bbox=[51, 861, 390, 888]
column-2 bbox=[416, 123, 756, 2362]
booth-member: : மு.முத்துகிருஷ்ணன், கா.எல்லைப்பட்டி, திண்டுக்கல். bbox=[485, 1638, 742, 1650]
section-title: ஏரணம்பட்டி கிளை bbox=[532, 741, 640, 756]
member-entry bbox=[51, 482, 390, 556]
section-title: ஆதி திராவிடர் குடியிருப்பு கிளை bbox=[857, 525, 1045, 540]
role-label: அமைப்பாளர் : bbox=[416, 441, 490, 453]
member-entry bbox=[1153, 459, 1492, 489]
column-4 bbox=[1153, 123, 1492, 2362]
booth-member: : முகலியரசு, தெத்துப்பட்டி, திண்டுக்கல். bbox=[120, 269, 311, 281]
member-details: ரூ.வேடன்பிரிட்டோ, ஆலமரத்துப்பட்டி, அம்மாபட்டி, திண்டுக்கல். bbox=[51, 596, 390, 623]
booth-member: : ரா.ம.மணிகண்டன், மா.கொட்டாரபட்டி, மா.அம்மாபட்டி, ரெட்டியார்சத்திரம், திண்டுக்கல். bbox=[485, 238, 717, 265]
section-title: இராமலிங்கம்பட்டி கிளை bbox=[515, 639, 657, 654]
role-label: அமைப்பாளர் : bbox=[1153, 681, 1227, 693]
member-details: ச.பிரவீன்குமார், ஆண்டரசன்பட்டி, தெத்துப்பட்டி, திண்டுக்கல். bbox=[51, 152, 390, 178]
member-details: (1) தா.வேல்முருகன், எம்.நெட்டியபட்டி, மாங்கரை, திண்டுக்கல். (2) பெ.மாரிமுத்து, எம்.நெட்டியபட்டி, மாங்கரை, திண்டுக்கல். (3) பெ.திருப்பதி, எம்.நெட்டியபட்டி, மாங்கரை, திண்டுக்கல். bbox=[51, 1495, 390, 1552]
member-details: (1) க.பாலமுருகன், க.தருமத்துப்பட்டி, திண்டுக்கல். (2) மா.சௌந்தரபாண்டி, செவனக்கிரையான்பட்டி, திண்டுக்கல். bbox=[782, 170, 1121, 212]
role-label: அமைப்பாளர் : bbox=[416, 912, 493, 924]
booth-member: : ம.பிரேம்குமார், வடக்குத் தெரு, பண்ணைப்பட்டி, திண்டுக்கல். bbox=[120, 349, 360, 376]
